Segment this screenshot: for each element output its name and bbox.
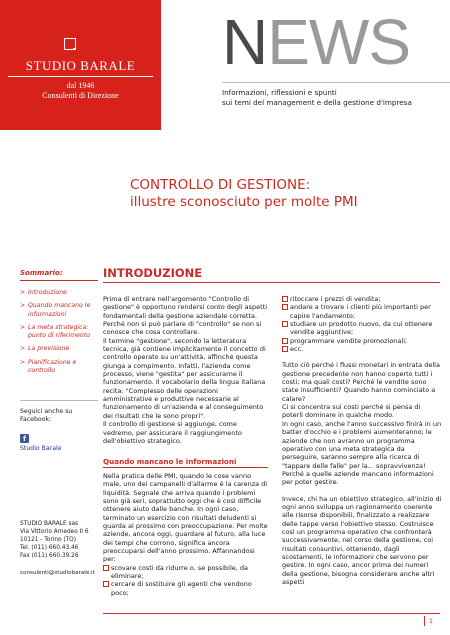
email-link[interactable]: consulenti@studiobarale.it — [20, 570, 95, 576]
list-item: ritoccare i prezzi di vendita; — [282, 295, 442, 303]
paragraph: Ci si concentra sui costi perché si pensa di poterli dominare in qualche modo. — [282, 403, 421, 420]
facebook-icon[interactable]: f — [20, 434, 29, 443]
sidebar-divider-2 — [20, 400, 98, 401]
sidebar-nav — [20, 289, 98, 380]
arrow-icon: > — [20, 289, 26, 296]
masthead-first-letter: N — [222, 6, 268, 78]
article-headline — [130, 177, 440, 211]
list-item: ecc. — [282, 345, 442, 353]
logo-divider — [8, 76, 153, 77]
section-title: INTRODUZIONE — [103, 266, 203, 280]
section-divider — [103, 282, 440, 283]
list-item: programmare vendite promozionali; — [282, 337, 442, 345]
checkbox-bullet-icon — [282, 304, 288, 310]
checkbox-bullet-icon — [103, 565, 109, 571]
paragraph: Invece, chi ha un obiettivo strategico, all'inizio di ogni anno sviluppa un ragionamento coerente alle risorse disponibili, finalizzato a realizzare delle tappe verso l'obiettivo stesso. Costruisce così un programma operativo che confronterà successivamente, nel corso della gestione, coi risultati consuntivi, ottenendo, dagli scostamenti, le informazioni che servono per gestire. In ogni caso, ancor prima dei numeri della gestione, bisogna considerare anche altri aspetti — [282, 494, 442, 586]
logo-subtitle: Consulenti di Direzione — [42, 91, 119, 100]
sidebar-title: Sommario: — [20, 269, 63, 277]
list-item: andare a trovare i clienti più importanti per capire l'andamento; — [282, 303, 442, 320]
checkbox-bullet-icon — [103, 581, 109, 587]
paragraph: In ogni caso, anche l'anno successivo finirà in un batter d'occhio e i problemi aumenteranno; le aziende che non avranno un programma operativo con una meta strategica da perseguire, saranno sempre alla ricerca di "tappare delle falle" per la... sopravvivenza! Perché a quelle aziende mancano informazioni per poter gestire. — [282, 419, 442, 487]
company-address: STUDIO BARALE sas Via Vittorio Amedeo II 6 10121 - Torino (TO) Tel. (011) 660.43.46 Fax (011) 660.39.26 — [20, 521, 89, 559]
masthead-rest: EWS — [267, 6, 410, 78]
list-item: scovare costi da ridurre o, se possibile, da eliminare; — [103, 564, 268, 581]
arrow-icon: > — [20, 358, 26, 366]
checkbox-bullet-icon — [282, 296, 288, 302]
list-item: studiare un prodotto nuovo, da cui ottenere vendite aggiuntive; — [282, 320, 442, 337]
column-2 — [282, 295, 442, 586]
facebook-link[interactable]: Studio Barale — [20, 445, 62, 452]
arrow-icon: > — [20, 323, 26, 331]
headline-line-2: illustre sconosciuto per molte PMI — [130, 194, 358, 210]
paragraph: Tutto ciò perché i flussi monetari in entrata della gestione precedente non hanno coperto tutti i costi; ma quali costi? Perché le vendite sono state insufficienti? Quando hanno cominciato a calare? — [282, 361, 440, 403]
list-item: cercare di sostituire gli agenti che vendono poco; — [103, 580, 268, 597]
sidebar-item-meta-strategica[interactable]: > La meta strategica: punto di riferimento — [20, 323, 91, 340]
paragraph: Nella pratica delle PMI, quando le cose vanno male, uno dei campanelli d'allarme è la carenza di liquidità. Segnale che arriva quando i problemi sono già seri, soprattutto oggi che è così difficile ottenere aiuto dalle banche. In ogni caso, terminato un esercizio con risultati deludenti si guarda al prossimo con preoccupazione. Per molte aziende, ancora oggi, guardare al futuro, alla luce dei tempi che corrono, significa ancora preoccuparsi dell'anno prossimo. Affannandosi per: — [103, 472, 268, 564]
checkbox-bullet-icon — [282, 346, 288, 352]
arrow-icon: > — [20, 345, 26, 353]
column-1-intro — [103, 295, 268, 445]
sidebar-item-previsione[interactable]: > La previsione — [20, 345, 70, 353]
masthead-tagline-2: sui temi del management e della gestione d'impresa — [222, 98, 412, 107]
sidebar-item-quando-mancano[interactable]: > Quando mancano le informazioni — [20, 302, 91, 318]
paragraph: Prima di entrare nell'argomento "Controllo di gestione" è opportuno rendersi conto degli aspetti fondamentali della gestione aziendale corretta. Perché non si può parlare di "controllo" se non si conosce che cosa controllare. — [103, 295, 268, 337]
logo-name: STUDIO BARALE — [25, 58, 136, 73]
page-number: 1 — [424, 616, 437, 626]
headline-line-1: CONTROLLO DI GESTIONE: — [130, 177, 311, 193]
follow-text: Seguici anche su Facebook: — [20, 408, 73, 424]
subsection-divider — [103, 467, 268, 468]
column-1-body — [103, 472, 268, 597]
sidebar-item-introduzione[interactable]: > Introduzione — [20, 289, 67, 296]
logo-since: dal 1946 — [66, 81, 95, 90]
masthead-divider — [222, 82, 450, 83]
sidebar-divider — [20, 280, 98, 281]
paragraph: Il termine "gestione", secondo la letteratura tecnica, già contiene implicitamente il concetto di controllo operato su un'attività, affinché questa giunga a compimento. Infatti, l'azienda come processo, viene "gestita" per assicurarne il funzionamento. Il vocabolario della lingua italiana recita: "Complesso delle operazioni amministrative e produttive necessarie al funzionamento di un'azienda e al conseguimento dei risultati che le sono propri". — [103, 336, 266, 420]
checkbox-bullet-icon — [282, 338, 288, 344]
subsection-title: Quando mancano le informazioni — [103, 457, 237, 466]
masthead-title — [222, 6, 410, 78]
masthead-tagline-1: Informazioni, riflessioni e spunti — [222, 88, 337, 97]
arrow-icon: > — [20, 302, 26, 310]
studio-barale-logo — [0, 0, 161, 130]
checkbox-bullet-icon — [282, 321, 288, 327]
logo-dot-icon — [73, 48, 75, 50]
sidebar-item-pianificazione[interactable]: > Pianificazione e controllo — [20, 358, 77, 375]
paragraph: Il controllo di gestione si aggiunge, come vedremo, per assicurare il raggiungimento dell'obiettivo strategico. — [103, 420, 242, 445]
footer-divider — [103, 613, 440, 614]
